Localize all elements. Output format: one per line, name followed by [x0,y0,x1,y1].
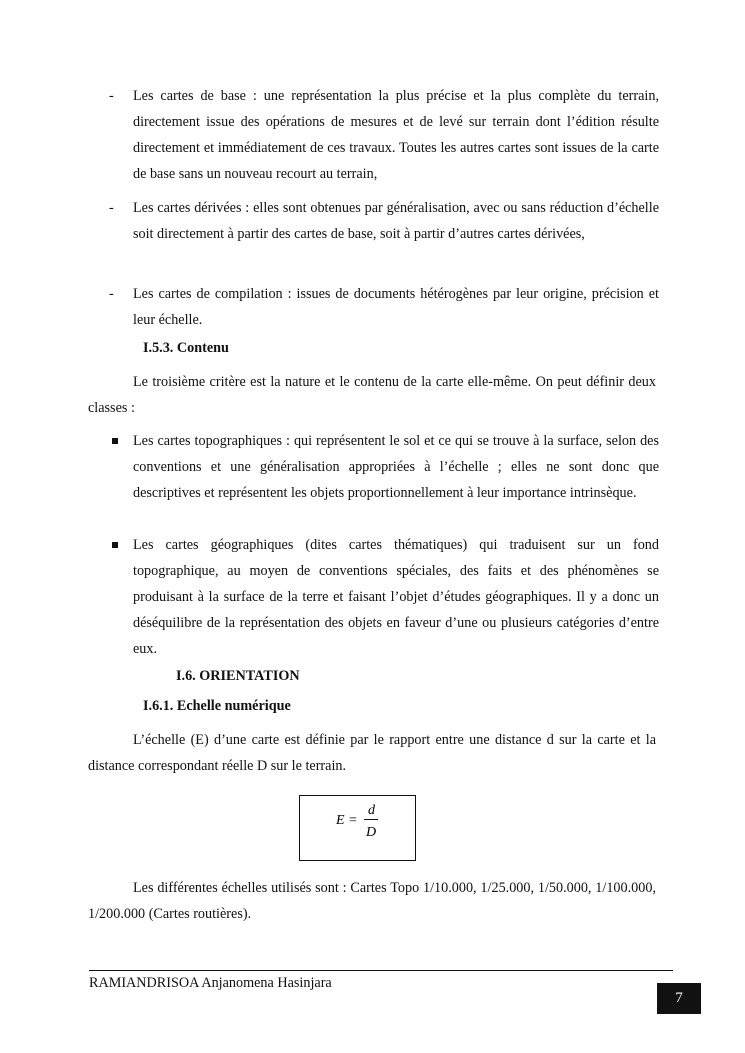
list-item-text: Les cartes de base : une représentation la plus précise et la plus complète du terrain, directement issue des opérations de mesures et de levé sur terrain dont l’édition résulte directement et immédiatement de ces travaux. Toutes les autres cartes sont issues de la carte de base sans un nouveau recourt au terrain, [133,88,659,182]
paragraph-contenu-intro: Le troisième critère est la nature et le contenu de la carte elle-même. On peut définir deux classes : [88,374,656,416]
list-item-text: Les cartes géographiques (dites cartes thématiques) qui traduisent sur un fond topographique, au moyen de conventions spéciales, des faits et des phénomènes se produisant à la surface de la terre et faisant l’objet d’études géographiques. Il y a donc un déséquilibre de la représentation des objets en faveur d’une ou plusieurs catégories d’entre eux. [133,537,659,657]
list-item-text: Les cartes dérivées : elles sont obtenues par généralisation, avec ou sans réduction d’échelle soit directement à partir des cartes de base, soit à partir d’autres cartes dérivées, [133,200,659,242]
dash-bullet: - [109,286,114,302]
paragraph-echelle-definition: L’échelle (E) d’une carte est définie par le rapport entre une distance d sur la carte et la distance correspondant réelle D sur le terrain. [88,732,656,774]
paragraph-echelles-utilisees: Les différentes échelles utilisés sont : Cartes Topo 1/10.000, 1/25.000, 1/50.000, 1/100.000, 1/200.000 (Cartes routières). [88,880,656,922]
list-item [109,84,659,188]
list-item-text: Les cartes topographiques : qui représentent le sol et ce qui se trouve à la surface, selon des conventions et une généralisation appropriées à l’échelle ; elles ne sont donc que descriptives et représentent les objets proportionnellement à leur importance intrinsèque. [133,433,659,501]
list-item [109,282,659,334]
footer-author: RAMIANDRISOA Anjanomena Hasinjara [89,975,332,991]
section-heading-orientation: I.6. ORIENTATION [176,668,300,684]
section-heading-contenu: I.5.3. Contenu [143,340,229,356]
formula-equals: = [349,813,357,828]
dash-bullet: - [109,200,114,216]
footer-divider [89,970,673,971]
list-item [109,429,659,507]
list-item [109,533,659,663]
section-heading-echelle: I.6.1. Echelle numérique [143,698,291,714]
formula-numerator: d [368,803,375,818]
list-item-text: Les cartes de compilation : issues de documents hétérogènes par leur origine, précision et leur échelle. [133,286,659,328]
list-item [109,196,659,248]
formula-lhs: E [336,813,345,828]
dash-bullet: - [109,88,114,104]
formula-denominator: D [366,825,377,840]
scale-formula [300,796,415,860]
page-number: 7 [657,983,701,1014]
formula-box [299,795,416,861]
